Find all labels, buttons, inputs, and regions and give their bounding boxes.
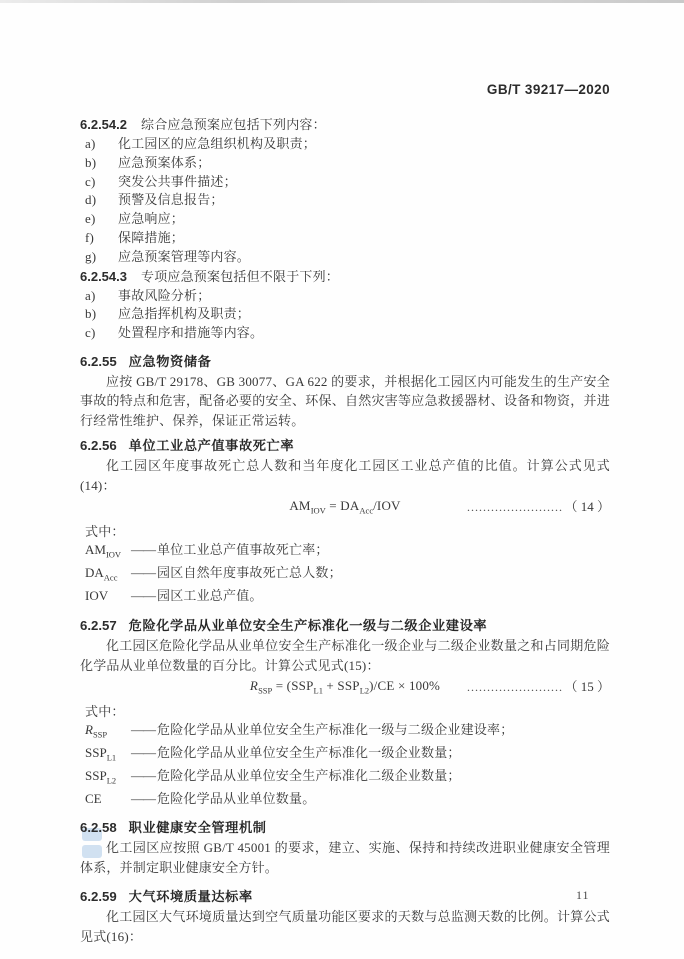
symbol-text: IOV [85,588,109,604]
paragraph: 应按 GB/T 29178、GB 30077、GA 622 的要求，并根据化工园区内可能发生的生产安全事故的特点和危害，配备必要的安全、环保、自然灾害等应急救援器材、设备和物资，并进行经常性维护、保养，保证正常运转。 [80,373,610,428]
paragraph: 化工园区危险化学品从业单位安全生产标准化一级企业与二级企业数量之和占同期危险化学品从业单位数量的百分比。计算公式见式(15)： [80,638,610,673]
symbol [85,564,131,587]
list-marker: c) [85,173,96,189]
list-item-text: 保障措施； [118,229,185,245]
section-number: 6.2.55 [80,353,117,369]
paragraph: 化工园区应按照 GB/T 45001 的要求，建立、实施、保持和持续改进职业健康安全管理体系，并制定职业健康安全方针。 [80,840,610,875]
equation-part: + SSP [322,678,360,694]
definition [80,541,610,564]
clause-number: 6.2.54.3 [80,268,127,284]
definition-dash: —— [131,791,155,807]
list-item [80,173,610,192]
symbol-text: SSP [85,745,107,761]
equation-part: AM [289,498,311,514]
list-marker: b) [85,306,97,322]
definition-text: 危险化学品从业单位数量。 [157,791,316,807]
symbol-text: CE [85,791,102,807]
definition-dash: —— [131,745,155,761]
dotted-leader: …………………… [466,680,563,695]
list-item [80,305,610,324]
clause-6-2-54-2-list [80,135,610,267]
symbol [85,767,131,790]
symbol-subscript: SSP [92,729,108,740]
definition-dash: —— [131,565,155,581]
section-heading-6-2-58 [80,818,610,838]
list-item-text: 突发公共事件描述； [118,173,237,189]
where-label: 式中： [85,524,125,540]
list-item [80,287,610,306]
equation [289,498,401,517]
section-heading-6-2-57 [80,616,610,636]
list-item [80,248,610,267]
page-number: 11 [576,888,590,902]
section-title: 单位工业总产值事故死亡率 [128,438,295,454]
list-item-text: 应急预案体系； [118,154,211,170]
symbol-text: R [85,721,93,737]
list-item-text: 预警及信息报告； [118,192,224,208]
list-item [80,210,610,229]
definition-text: 园区自然年度事故死亡总人数； [157,565,342,581]
symbol-subscript: IOV [105,549,122,560]
symbol-subscript: L2 [106,775,117,786]
symbol-text: AM [85,542,106,558]
symbol [85,721,131,744]
formula-number-text: （ 15 ） [564,679,610,695]
list-item-text: 应急响应； [118,211,185,227]
symbol [85,541,131,564]
section-number: 6.2.58 [80,820,117,836]
section-title: 职业健康安全管理机制 [128,820,267,836]
symbol-text: DA [85,565,104,581]
section-heading-6-2-55 [80,352,610,372]
doc-number: GB/T 39217—2020 [486,82,610,97]
list-item [80,154,610,173]
definition [80,721,610,744]
list-marker: a) [85,136,96,151]
definition-text: 危险化学品从业单位安全生产标准化一级企业数量； [157,745,461,761]
definition-dash: —— [131,542,155,558]
section-number: 6.2.59 [80,889,117,905]
section-title: 危险化学品从业单位安全生产标准化一级与二级企业建设率 [128,618,488,634]
equation-part: = (SSP [272,678,314,694]
equation-part: R [249,678,259,694]
definition-text: 危险化学品从业单位安全生产标准化二级企业数量； [157,768,461,784]
list-marker: g) [85,248,97,264]
list-item [80,324,610,343]
section-number: 6.2.57 [80,618,117,634]
formula-number [466,496,610,518]
symbol-text: SSP [85,768,107,784]
list-item-text: 应急预案管理等内容。 [118,248,251,264]
clause-6-2-54-3 [80,267,610,287]
formula-14 [80,495,610,522]
list-marker: d) [85,192,97,208]
equation-subscript: L1 [313,685,323,696]
definition [80,587,610,610]
equation-subscript: Acc [359,506,374,517]
symbol-subscript: Acc [103,572,118,583]
list-item [80,191,610,210]
definition [80,790,610,813]
definition-text: 危险化学品从业单位安全生产标准化一级与二级企业建设率； [157,721,514,737]
list-item-text: 化工园区的应急组织机构及职责； [118,136,317,151]
paragraph: 化工园区大气环境质量达到空气质量功能区要求的天数与总监测天数的比例。计算公式见式(16)： [80,909,610,944]
clause-text: 综合应急预案应包括下列内容： [141,117,326,132]
list-marker: c) [85,325,96,341]
symbol [85,587,131,610]
definition-text: 单位工业总产值事故死亡率； [157,542,329,558]
list-item-text: 事故风险分析； [118,287,211,303]
list-item-text: 处置程序和措施等内容。 [118,325,264,341]
list-marker: f) [85,229,95,245]
list-marker: a) [85,287,96,303]
formula-number-text: （ 14 ） [564,499,610,515]
clause-6-2-54-2 [80,115,610,135]
definition [80,767,610,790]
equation-part: = DA [325,498,360,514]
equation-subscript: L2 [359,685,370,696]
dotted-leader: …………………… [466,500,563,515]
equation-subscript: IOV [310,506,326,517]
definition-dash: —— [131,588,155,604]
equation-part: /IOV [373,498,401,514]
section-heading-6-2-59 [80,887,610,907]
where-label: 式中： [85,703,125,719]
definition-text: 园区工业总产值。 [157,588,263,604]
symbol [85,790,131,813]
formula-number [466,676,610,698]
equation-part: )/CE × 100% [369,678,441,694]
equation-subscript: SSP [258,685,273,696]
formula-15 [80,675,610,702]
definition [80,564,610,587]
list-marker: e) [85,211,96,227]
section-title: 应急物资储备 [128,353,212,369]
equation [249,678,441,696]
page-content [80,0,610,946]
clause-number: 6.2.54.2 [80,117,127,132]
symbol-subscript: L1 [106,752,117,763]
section-number: 6.2.56 [80,438,117,454]
definition-dash: —— [131,721,155,737]
list-item [80,135,610,154]
clause-text: 专项应急预案包括但不限于下列： [141,268,340,284]
section-heading-6-2-56 [80,436,610,456]
clause-6-2-54-3-list [80,287,610,343]
definition-dash: —— [131,768,155,784]
list-item [80,229,610,248]
list-item-text: 应急指挥机构及职责； [118,306,251,322]
section-title: 大气环境质量达标率 [128,889,253,905]
definition [80,744,610,767]
list-marker: b) [85,154,97,170]
paragraph: 化工园区年度事故死亡总人数和当年度化工园区工业总产值的比值。计算公式见式(14)： [80,458,610,493]
symbol [85,744,131,767]
